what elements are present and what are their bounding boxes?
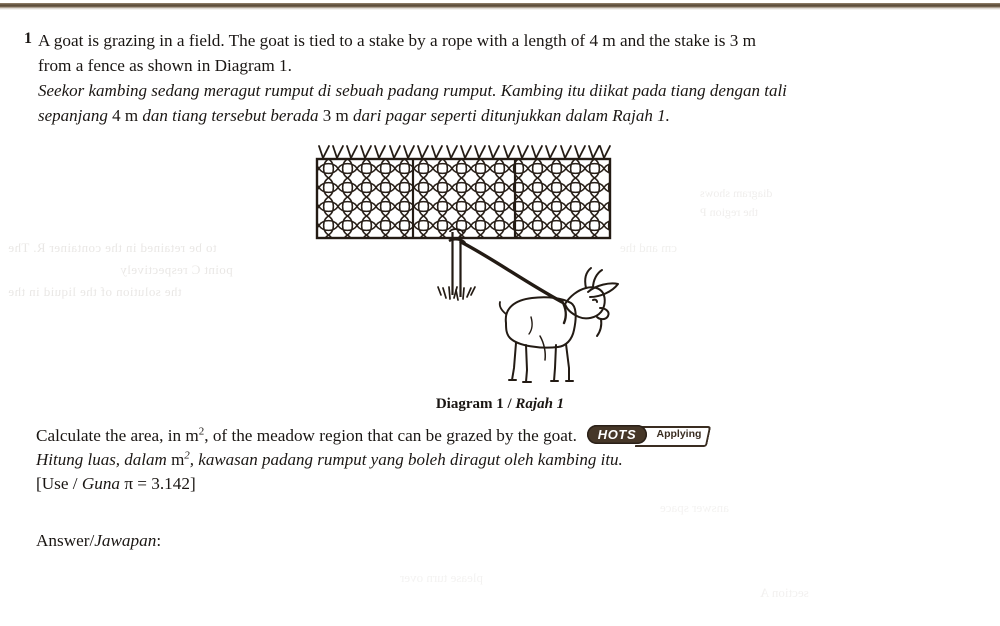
bleed-through-text: to be retained in the container R. The [8,240,217,255]
answer-colon: : [156,531,162,550]
fence-barbed-top [319,146,610,158]
bleed-through-text: point C respectively [120,262,233,277]
bleed-through-text: diagram shows [700,186,773,200]
question-task [36,424,976,496]
task-en-line [36,424,976,448]
hots-badge-level: Applying [656,428,702,441]
rope-length-value: 4 m [112,106,139,125]
unit-metre: m [171,450,185,469]
goat-tail [500,302,506,314]
superscript-squared: 2 [184,449,190,462]
diagram-figure [300,140,630,390]
hots-badge [587,425,707,445]
stem-ms-line-2 [38,103,973,128]
question-stem [38,28,973,128]
stem-ms-line-1: Seekor kambing sedang meragut rumput di sebuah padang rumput. Kambing itu diikat pada tiang dengan tali [38,81,787,100]
task-ms-line [36,448,976,472]
goat-beard [597,319,601,336]
answer-label-en: Answer/ [36,531,95,550]
stem-ms-fragment: sepanjang [38,106,113,125]
bleed-through-text: cm and the [620,240,678,255]
hots-badge-pill [587,425,647,444]
caption-ms: Rajah 1 [515,396,565,412]
goat-figure [500,268,618,382]
pi-note-open: [Use / [36,474,82,493]
stem-ms-fragment: dan tiang tersebut berada [138,106,323,125]
stem-en-line-1: A goat is grazing in a field. The goat is tied to a stake by a rope with a length of 4 m and the stake is 3 m [38,31,757,50]
pi-note-ms: Guna [81,474,121,493]
stake-group [438,229,475,300]
goat-horn-left [585,268,591,288]
caption-en: Diagram 1 [435,396,504,412]
stake-distance-value: 3 m [322,106,349,125]
goat-flank-line [529,317,532,334]
superscript-squared: 2 [198,425,205,438]
answer-label [36,531,161,551]
page-top-edge [0,3,1000,8]
fence-mesh [317,159,610,238]
goat-front-leg-near [526,345,527,382]
goat-front-leg-far [512,343,516,380]
grass-tuft [438,287,475,300]
task-en-fragment: Calculate the area, in m [36,426,199,445]
task-ms-fragment: Hitung luas, dalam [36,450,172,469]
diagram-caption [0,396,1000,413]
stem-en-line-2: from a fence as shown in Diagram 1. [38,56,292,75]
pi-note-value: π = 3.142] [120,474,196,493]
rope [461,242,562,302]
task-ms-fragment: , kawasan padang rumput yang boleh diragut oleh kambing itu. [189,450,623,469]
hots-badge-label: HOTS [597,427,637,443]
bleed-through-text: section A [760,585,809,600]
caption-separator: / [503,396,516,412]
goat-hind-leg-far [554,345,556,381]
pi-note-line [36,472,976,496]
bleed-through-text: the solution of the liquid in the [8,284,182,299]
goat-eye [593,300,597,302]
stem-ms-fragment: dari pagar seperti ditunjukkan dalam Rajah 1. [348,106,670,125]
question-number: 1 [24,30,32,47]
task-en-fragment: , of the meadow region that can be grazed by the goat. [204,426,577,445]
bleed-through-text: the region P [700,205,758,219]
goat-hind-leg-near [566,344,569,381]
answer-label-ms: Jawapan [94,531,157,550]
bleed-through-text: please turn over [400,570,484,585]
fence-group [317,146,610,238]
bleed-through-text: answer space [660,500,729,515]
